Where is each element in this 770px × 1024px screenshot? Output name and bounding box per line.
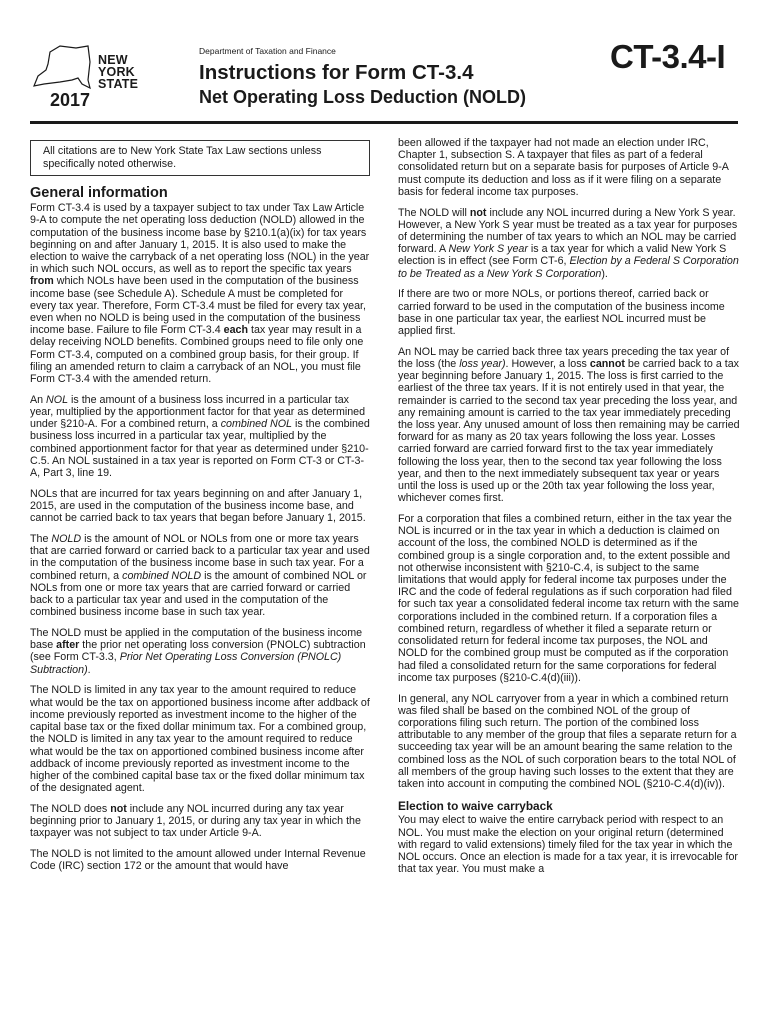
paragraph: been allowed if the taxpayer had not made an election under IRC, Chapter 1, subsection S. A taxpayer that files as part of a federal consolidated return but on a separate basis for purposes of Article 9-A must compute its deduction and loss as if it were filing on a separate basis for federal income tax purposes.	[398, 137, 729, 198]
page-title: Instructions for Form CT-3.4	[199, 61, 474, 84]
nys-logo	[30, 42, 170, 122]
paragraph: In general, any NOL carryover from a year in which a combined return was filed shall be based on the combined NOL of the group of corporations filing such return. The portion of the combined loss attributable to any member of the group that files a separate return for a succeeding tax year will be an amount bearing the same relation to the combined loss as the NOL of such corporation bears to the total NOL of all members of the group having such losses to the extent that they are taken into account in computing the combined NOL (§210-C.4(d)(iv)).	[398, 692, 737, 790]
logo-year: 2017	[50, 90, 91, 110]
paragraph: The NOLD must be applied in the computation of the business income base after the prior net operating loss conversion (PNOLC) subtraction (see Form CT-3.3, Prior Net Operating Loss Conversion (PNOLC) Subtraction).	[30, 627, 366, 676]
election-heading: Election to waive carryback	[398, 799, 553, 814]
form-number: CT-3.4-I	[610, 38, 726, 75]
paragraph: For a corporation that files a combined return, either in the tax year the NOL is incurred or in the tax year in which a deduction is claimed on account of the loss, the combined NOLD is determined as if the combined group is a single corporation and, to the extent possible and not otherwise inconsistent with §210-C.4, is subject to the same limitations that would apply for federal income tax purposes under the IRC and the code of federal regulations as if such corporation had filed for such tax year a consolidated federal income tax return with the same corporations included in the combined return. If a corporation files a combined return, regardless of whether it filed a separate return or consolidated return for federal income tax purposes, the NOL and NOLD for the combined group must be computed as if the corporation had filed a consolidated return for the same corporations for federal income tax purposes (§210-C.4(d)(iii)).	[398, 513, 739, 684]
department-name: Department of Taxation and Finance	[199, 46, 336, 56]
paragraph: The NOLD is not limited to the amount allowed under Internal Revenue Code (IRC) section 172 or the amount that would have	[30, 848, 366, 873]
paragraph: An NOL is the amount of a business loss incurred in a particular tax year, multiplied by the apportionment factor for that year as determined under §210-A. For a combined return, a combined NOL is the combined business loss incurred in a particular tax year, multiplied by the combined apportionment factor for that year as determined under §210-C.5. An NOL sustained in a tax year is reported on Form CT-3 or CT-3-A, Part 3, line 19.	[30, 393, 370, 480]
paragraph: If there are two or more NOLs, or portions thereof, carried back or carried forward to be used in the computation of the business income base in one particular tax year, the earliest NOL incurred must be applied first.	[398, 288, 725, 338]
paragraph: NOLs that are incurred for tax years beginning on and after January 1, 2015, are used in the computation of the business income base, and cannot be carried back to tax years that began before January 1, 2015.	[30, 487, 366, 525]
paragraph: The NOLD is limited in any tax year to the amount required to reduce what would be the tax on apportioned business income after addback of income previously reported as investment income to the higher of the capital base tax or the fixed dollar minimum tax. For a combined group, the NOLD is limited in any tax year to the amount required to reduce what would be the tax on apportioned combined business income after addback of income previously reported as investment income to the higher of the combined capital base tax or the fixed dollar minimum tax of the designated agent.	[30, 684, 370, 795]
page-subtitle: Net Operating Loss Deduction (NOLD)	[199, 87, 527, 107]
header-rule	[30, 121, 738, 124]
right-column	[398, 137, 740, 884]
paragraph: The NOLD does not include any NOL incurred during any tax year beginning prior to January 1, 2015, or during any tax year in which the taxpayer was not subject to tax under Article 9-A.	[30, 802, 361, 840]
logo-line-2: YORK	[98, 65, 135, 79]
paragraph: An NOL may be carried back three tax years preceding the tax year of the loss (the loss year). However, a loss cannot be carried back to a tax year beginning before January 1, 2015. The loss is first carried to the earliest of the three tax years. If it is not entirely used in that year, the remainder is carried to the second tax year preceding the loss year, and any remaining amount is carried to the tax year immediately preceding the loss year. Any unused amount of loss then remaining may be carried forward for as many as 20 tax years following the loss year. Losses carried forward are carried forward first to the tax year immediately following the loss year, then to the second tax year following the loss year, and then to the next immediately subsequent tax year or years until the loss is used up or the 20th tax year following the loss year, whichever comes first.	[398, 345, 740, 505]
state-map-icon	[30, 42, 94, 94]
citation-note: All citations are to New York State Tax Law sections unless specifically noted otherwise.	[30, 140, 370, 176]
general-information-heading: General information	[30, 185, 168, 201]
logo-line-1: NEW	[98, 53, 128, 67]
left-column	[30, 130, 370, 881]
logo-line-3: STATE	[98, 77, 139, 91]
paragraph: You may elect to waive the entire carryback period with respect to an NOL. You must make the election on your original return (determined with regard to valid extensions) timely filed for the tax year in which the NOL occurs. Once an election is made for a tax year, it is irrevocable for that tax year. You must make a	[398, 814, 738, 876]
paragraph: The NOLD will not include any NOL incurred during a New York S year. However, a New York S year must be treated as a tax year for purposes of determining the number of tax years to which an NOL may be carried forward. A New York S year is a tax year for which a valid New York S election is in effect (see Form CT-6, Election by a Federal S Corporation to be Treated as a New York S Corporation).	[398, 206, 739, 280]
paragraph: The NOLD is the amount of NOL or NOLs from one or more tax years that are carried forward or carried back to a particular tax year and used in the computation of the business income base in such tax year. For a combined return, a combined NOLD is the amount of combined NOL or NOLs from one or more tax years that are carried forward or carried back to a particular tax year and used in the computation of the combined business income base in such tax year.	[30, 533, 370, 619]
paragraph: Form CT-3.4 is used by a taxpayer subject to tax under Tax Law Article 9-A to compute the net operating loss deduction (NOLD) allowed in the computation of the business income base by §210.1(a)(ix) for tax years beginning on and after January 1, 2015. It is also used to make the election to waive the carryback of a net operating loss (NOL) in the year in which such NOL occurs, as well as to report the specific tax years from which NOLs have been used in the computation of the business income base (see Schedule A). Schedule A must be completed for every tax year. Therefore, Form CT-3.4 must be filed for every tax year, even when no NOLD is being used in the computation of the business income base. Failure to file Form CT-3.4 each tax year may result in a delay receiving NOLD benefits. Combined groups need to file only one Form CT-3.4, computed on a combined group basis, for their group. If filing an amended return to claim a carryback of an NOL, you must file Form CT-3.4 with the amended return.	[30, 202, 370, 386]
